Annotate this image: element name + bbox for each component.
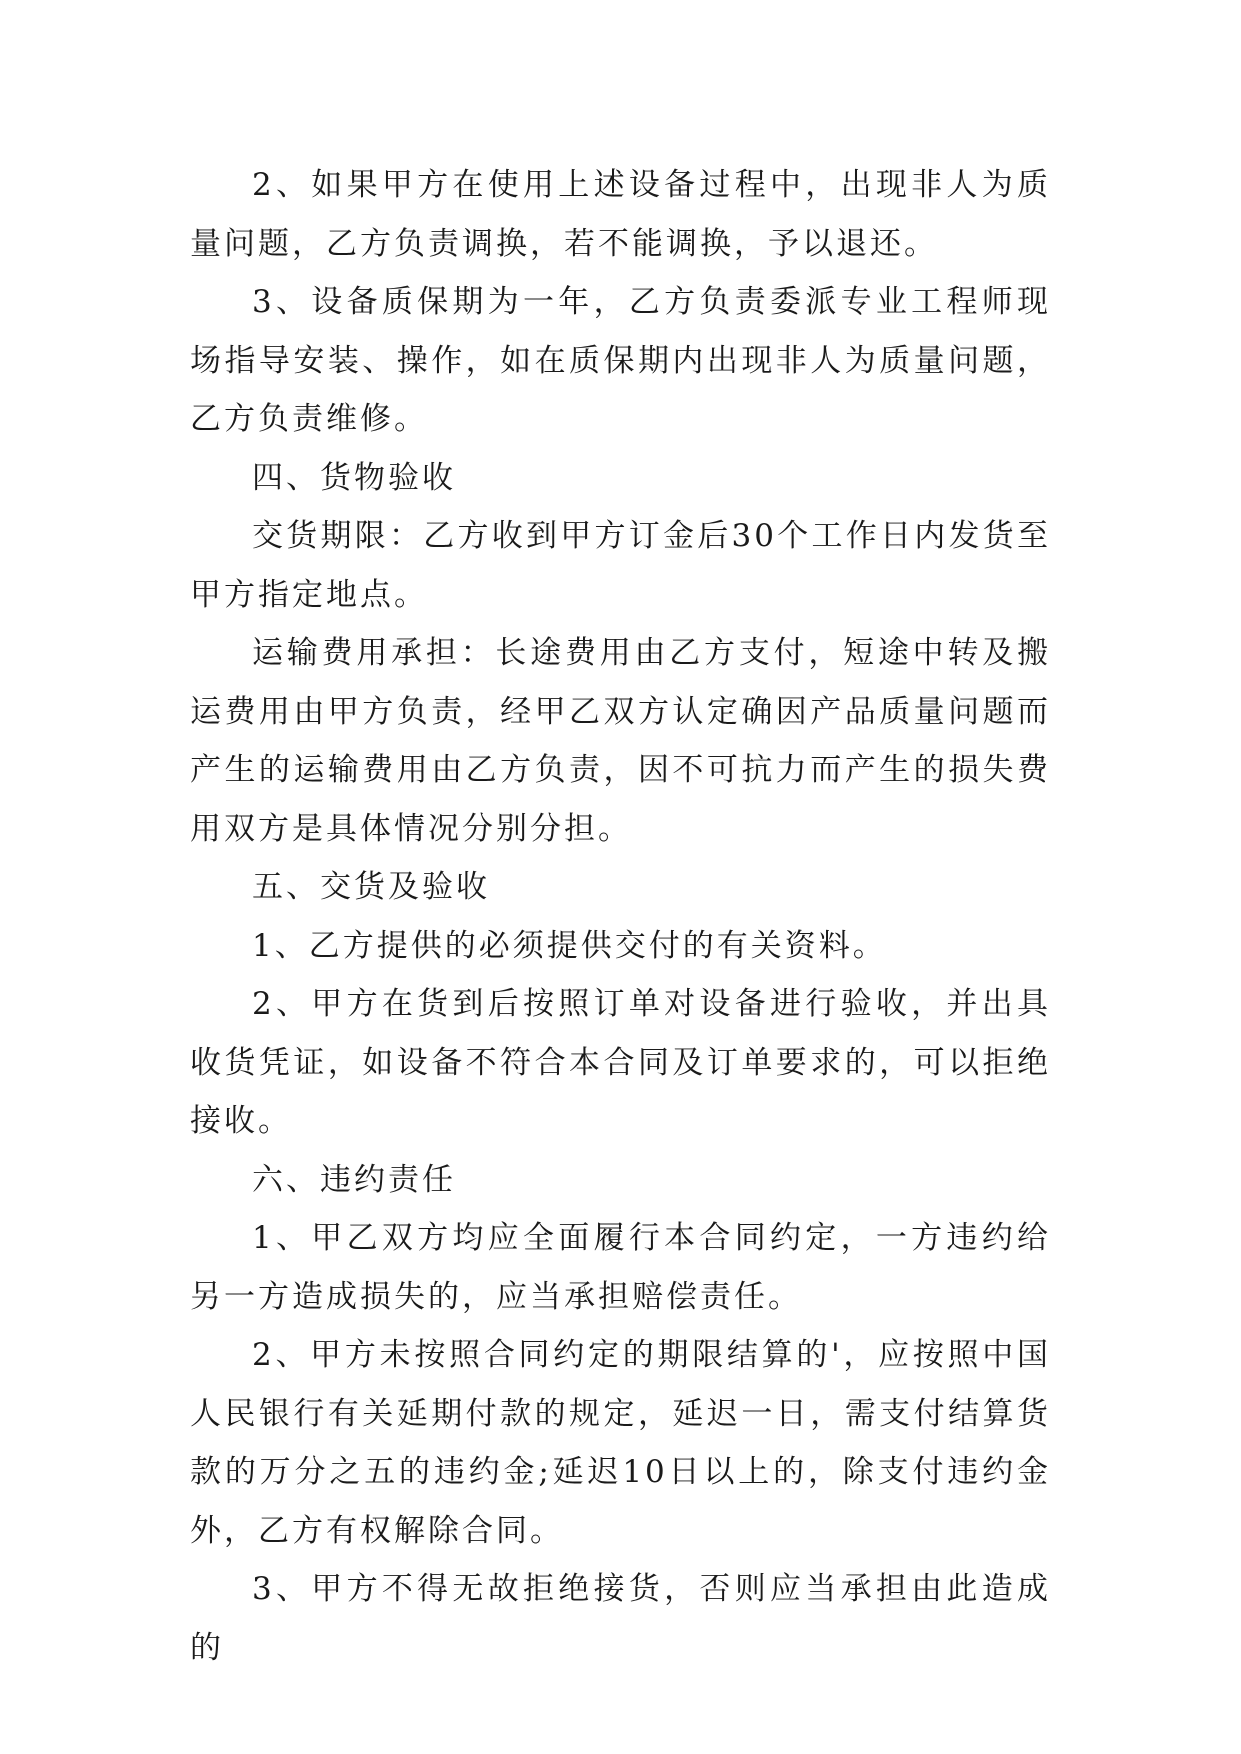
section-heading-delivery-acceptance: 五、交货及验收 — [252, 869, 490, 905]
document-body — [190, 156, 1051, 1677]
paragraph-clause-1-compensation: 1、甲乙双方均应全面履行本合同约定，一方违约给另一方造成损失的，应当承担赔偿责任。 — [190, 1220, 1051, 1315]
section-heading-goods-acceptance: 四、货物验收 — [252, 459, 456, 496]
paragraph-clause-2-late-payment: 2、甲方未按照合同约定的期限结算的'，应按照中国人民银行有关延期付款的规定，延迟一日，需支付结算货款的万分之五的违约金;延迟10日以上的，除支付违约金外，乙方有权解除合同。 — [190, 1337, 1051, 1549]
paragraph-clause-2-inspection: 2、甲方在货到后按照订单对设备进行验收，并出具收货凭证，如设备不符合本合同及订单要求的，可以拒绝接收。 — [190, 986, 1051, 1139]
paragraph-clause-2-replacement: 2、如果甲方在使用上述设备过程中，出现非人为质量问题，乙方负责调换，若不能调换，予以退还。 — [190, 167, 1051, 262]
paragraph-clause-1-documents: 1、乙方提供的必须提供交付的有关资料。 — [252, 927, 887, 964]
paragraph-delivery-deadline: 交货期限：乙方收到甲方订金后30个工作日内发货至甲方指定地点。 — [190, 518, 1051, 613]
paragraph-transport-costs: 运输费用承担：长途费用由乙方支付，短途中转及搬运费用由甲方负责，经甲乙双方认定确因产品质量问题而产生的运输费用由乙方负责，因不可抗力而产生的损失费用双方是具体情况分别分担。 — [190, 635, 1051, 847]
paragraph-clause-3-warranty: 3、设备质保期为一年，乙方负责委派专业工程师现场指导安装、操作，如在质保期内出现非人为质量问题，乙方负责维修。 — [190, 284, 1051, 437]
paragraph-clause-3-refusal: 3、甲方不得无故拒绝接货，否则应当承担由此造成的 — [190, 1571, 1051, 1666]
section-heading-breach-liability: 六、违约责任 — [252, 1161, 456, 1198]
